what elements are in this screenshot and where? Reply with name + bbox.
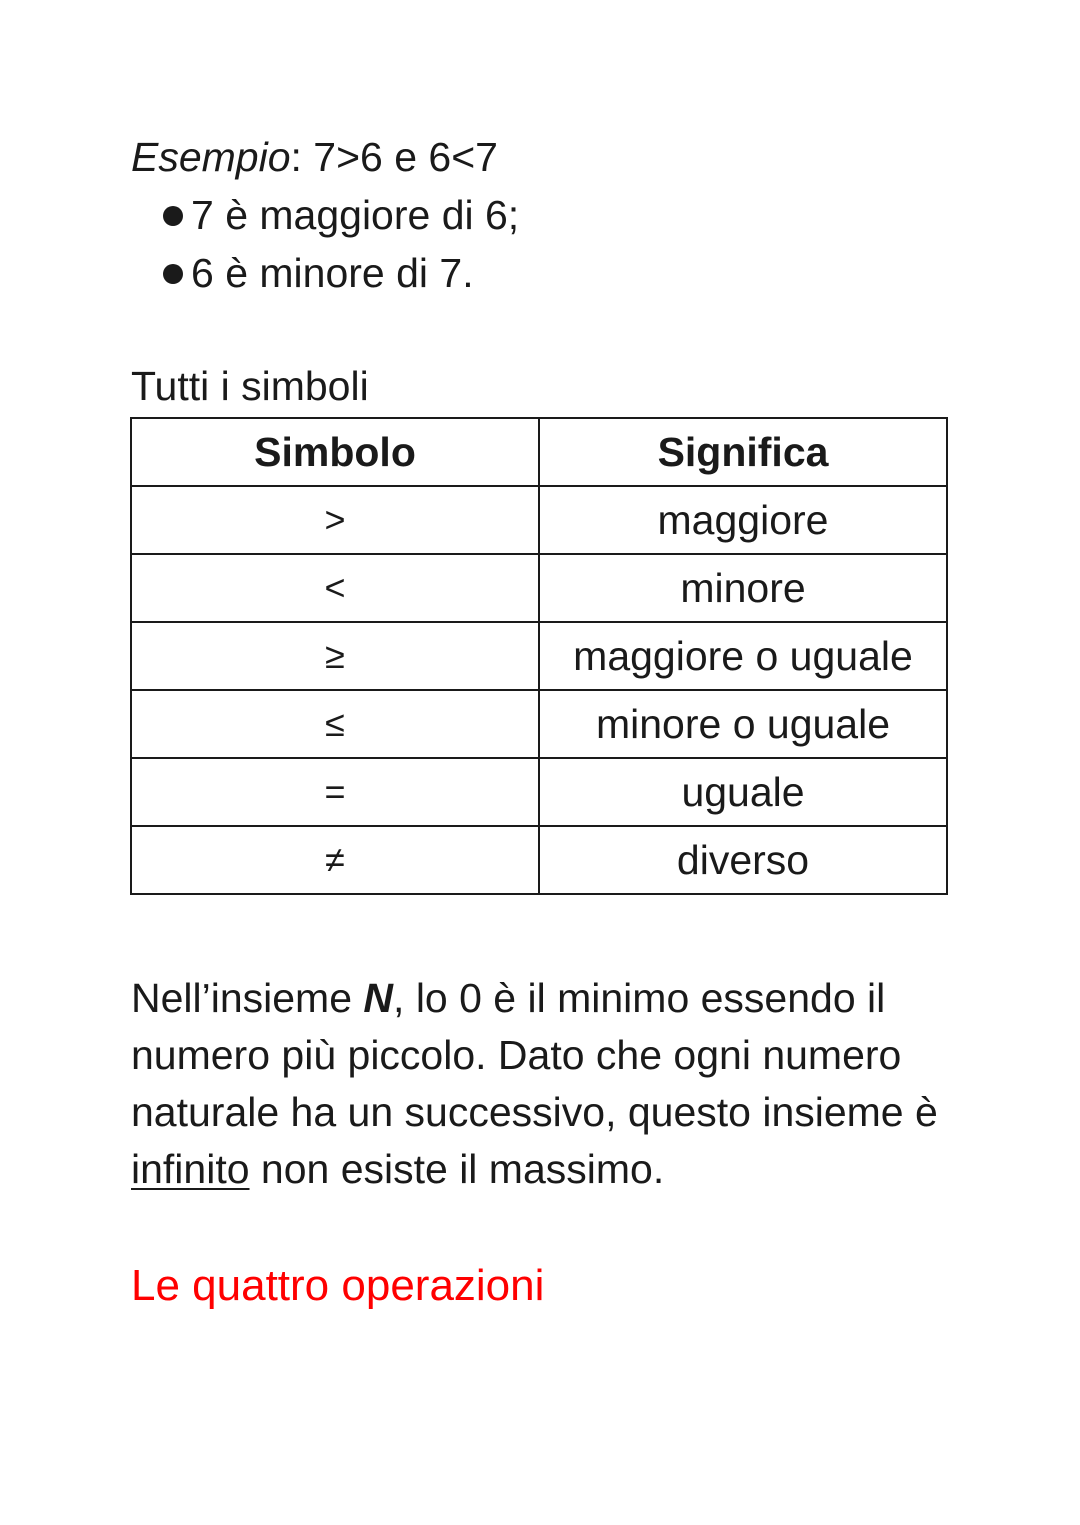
section-title: Le quattro operazioni	[131, 1261, 545, 1310]
meaning-cell: uguale	[539, 758, 947, 826]
table-row	[131, 486, 947, 554]
paragraph-part-3: non esiste il massimo.	[249, 1146, 665, 1192]
bullet-dot-icon	[163, 264, 183, 284]
meaning-cell: maggiore	[539, 486, 947, 554]
table-row	[131, 554, 947, 622]
symbol-cell: ≥	[131, 622, 539, 690]
paragraph-part-2: , lo 0 è il minimo essendo il numero più piccolo. Dato che ogni numero naturale ha un successivo, questo insieme è	[131, 975, 938, 1135]
underlined-term: infinito	[131, 1146, 250, 1192]
set-name: N	[363, 975, 394, 1021]
meaning-cell: diverso	[539, 826, 947, 894]
table-title: Tutti i simboli	[131, 363, 369, 409]
symbol-cell: >	[131, 486, 539, 554]
symbol-cell: ≠	[131, 826, 539, 894]
paragraph-part-1: Nell’insieme	[131, 975, 364, 1021]
bullet-item	[163, 191, 519, 239]
table-row	[131, 826, 947, 894]
header-meaning: Significa	[539, 418, 947, 486]
bullet-item	[163, 249, 474, 297]
symbol-cell: <	[131, 554, 539, 622]
bullet-dot-icon	[163, 206, 183, 226]
symbol-cell: ≤	[131, 690, 539, 758]
table-row	[131, 690, 947, 758]
table-row	[131, 622, 947, 690]
bullet-text: 7 è maggiore di 6;	[191, 192, 520, 238]
example-expression: : 7>6 e 6<7	[290, 134, 498, 180]
bullet-text: 6 è minore di 7.	[191, 250, 474, 296]
example-line	[131, 133, 498, 181]
table-header-row	[131, 418, 947, 486]
table-row	[131, 758, 947, 826]
meaning-cell: maggiore o uguale	[539, 622, 947, 690]
example-label: Esempio	[131, 134, 291, 180]
symbols-table	[130, 417, 948, 895]
natural-numbers-paragraph	[131, 970, 971, 1198]
symbol-cell: =	[131, 758, 539, 826]
header-symbol: Simbolo	[131, 418, 539, 486]
meaning-cell: minore	[539, 554, 947, 622]
meaning-cell: minore o uguale	[539, 690, 947, 758]
